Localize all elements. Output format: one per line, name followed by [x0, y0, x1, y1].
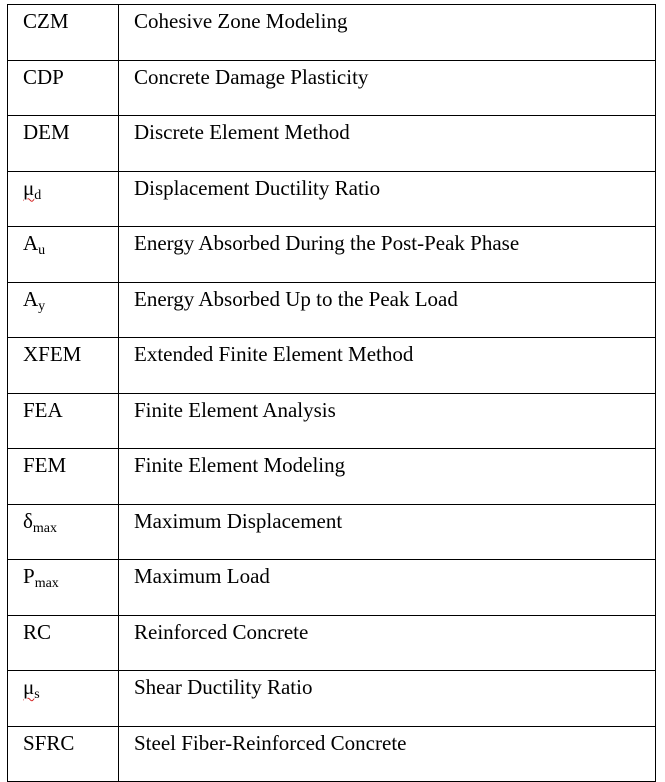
table-row: [8, 60, 656, 116]
table-row: [8, 393, 656, 449]
abbreviation-symbol: RC: [23, 619, 52, 644]
abbreviations-table-body: [8, 5, 656, 782]
table-row: [8, 171, 656, 227]
definition-cell: Shear Ductility Ratio: [119, 671, 656, 727]
abbreviation-cell: [8, 615, 119, 671]
table-row: [8, 5, 656, 61]
abbreviation-cell: [8, 116, 119, 172]
definition-cell: Maximum Displacement: [119, 504, 656, 560]
abbreviation-symbol: FEM: [23, 453, 67, 477]
abbreviation-subscript: s: [34, 687, 40, 702]
table-row: [8, 338, 656, 394]
definition-cell: Energy Absorbed During the Post-Peak Phase: [119, 227, 656, 283]
abbreviation-symbol: XFEM: [23, 342, 82, 366]
definition-cell: Discrete Element Method: [119, 116, 656, 172]
table-row: [8, 282, 656, 338]
definition-cell: Concrete Damage Plasticity: [119, 60, 656, 116]
abbreviation-symbol: δ: [23, 508, 33, 533]
abbreviation-cell: [8, 338, 119, 394]
abbreviation-subscript: max: [34, 576, 59, 591]
definition-cell: Extended Finite Element Method: [119, 338, 656, 394]
definition-cell: Finite Element Modeling: [119, 449, 656, 505]
table-row: [8, 116, 656, 172]
abbreviation-cell: [8, 504, 119, 560]
abbreviation-subscript: y: [38, 298, 46, 314]
abbreviation-cell: [8, 5, 119, 61]
abbreviation-symbol: A: [23, 286, 39, 311]
abbreviation-symbol: A: [23, 231, 39, 255]
abbreviation-cell: [8, 560, 119, 616]
abbreviation-symbol: μ: [23, 675, 35, 699]
definition-cell: Cohesive Zone Modeling: [119, 5, 656, 61]
definition-cell: Displacement Ductility Ratio: [119, 171, 656, 227]
table-row: [8, 560, 656, 616]
abbreviation-symbol: FEA: [23, 397, 63, 422]
definition-cell: Finite Element Analysis: [119, 393, 656, 449]
abbreviation-cell: [8, 726, 119, 782]
abbreviations-table: [7, 4, 656, 782]
table-row: [8, 671, 656, 727]
definition-cell: Maximum Load: [119, 560, 656, 616]
abbreviation-cell: [8, 171, 119, 227]
table-row: [8, 726, 656, 782]
abbreviation-cell: [8, 227, 119, 283]
table-row: [8, 449, 656, 505]
definition-cell: Energy Absorbed Up to the Peak Load: [119, 282, 656, 338]
table-row: [8, 227, 656, 283]
abbreviation-cell: [8, 282, 119, 338]
abbreviation-symbol: CZM: [23, 9, 69, 33]
abbreviation-cell: [8, 449, 119, 505]
abbreviation-subscript: u: [38, 243, 46, 258]
abbreviation-symbol: DEM: [23, 120, 70, 144]
abbreviation-symbol: μ: [23, 175, 35, 200]
spellcheck-flagged-symbol: [23, 175, 42, 203]
table-row: [8, 504, 656, 560]
definition-cell: Reinforced Concrete: [119, 615, 656, 671]
abbreviation-symbol: P: [23, 564, 35, 588]
spellcheck-flagged-symbol: [23, 675, 40, 702]
abbreviation-cell: [8, 393, 119, 449]
abbreviation-symbol: SFRC: [23, 730, 75, 755]
abbreviation-cell: [8, 60, 119, 116]
abbreviation-subscript: d: [34, 187, 42, 203]
abbreviation-cell: [8, 671, 119, 727]
abbreviation-symbol: CDP: [23, 64, 64, 89]
abbreviation-subscript: max: [32, 520, 58, 536]
definition-cell: Steel Fiber-Reinforced Concrete: [119, 726, 656, 782]
table-row: [8, 615, 656, 671]
